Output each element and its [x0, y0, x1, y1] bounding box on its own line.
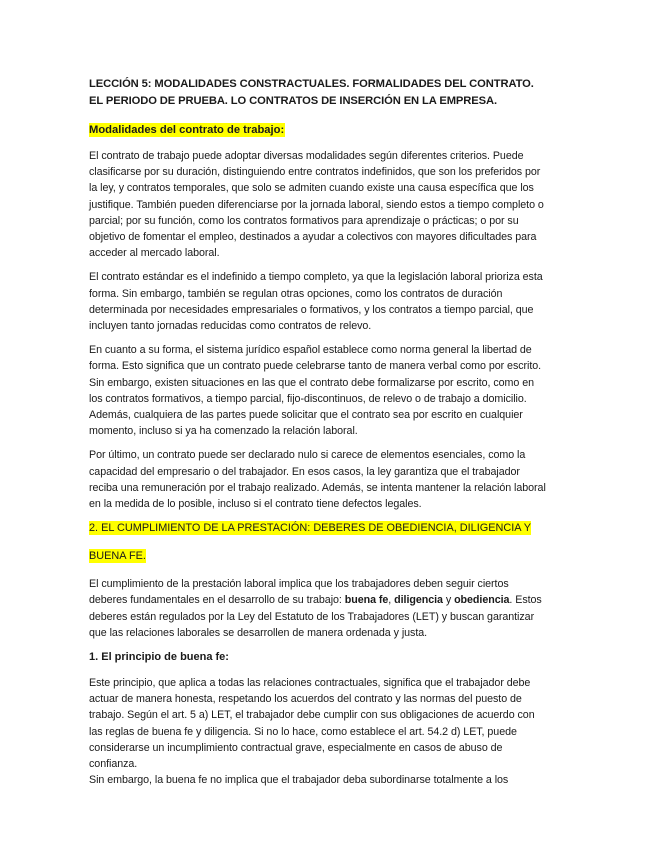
intro-text-cont: . Estos deberes están regulados por la Ley del Estatuto de los Trabajadores (LET) y buscan garantizar que las relaciones laborales se desarrollen de manera ordenada y justa. [89, 594, 542, 639]
section-heading-cumplimiento [89, 520, 547, 536]
paragraph-last-line: Sin embargo, la buena fe no implica que el trabajador deba subordinarse totalmente a los [89, 774, 509, 787]
section-heading-text: Modalidades del contrato de trabajo: [89, 124, 285, 136]
intro-text: El cumplimiento de la prestación laboral implica que los trabajadores deben seguir ciertos deberes fundamentales en el desarrollo de su trabajo: [89, 578, 509, 607]
term-diligencia: diligencia [394, 594, 443, 607]
paragraph-intro [89, 576, 547, 641]
separator: , [388, 594, 395, 607]
separator: y [442, 594, 455, 607]
paragraph: En cuanto a su forma, el sistema jurídico español establece como norma general la libertad de forma. Esto significa que un contrato puede celebrarse tanto de manera verbal como por escrito. Sin embargo, existen situaciones en las que el contrato debe formalizarse por escrito, como en los contratos formativos, a tiempo parcial, fijo-discontinuos, de relevo o de trabajo a domicilio. Además, cualquiera de las partes puede solicitar que el contrato sea por escrito en cualquier momento, incluso si ya ha comenzado la relación laboral. [89, 344, 542, 438]
paragraph: El contrato estándar es el indefinido a tiempo completo, ya que la legislación laboral prioriza esta forma. Sin embargo, también se regulan otras opciones, como los contratos de duración determinada por necesidades empresariales o formativos, y los contratos a tiempo parcial, que incluyen tanto jornadas reducidas como contratos de relevo. [89, 271, 543, 333]
paragraph: El contrato de trabajo puede adoptar diversas modalidades según diferentes criterios. Puede clasificarse por su duración, distinguiendo entre contratos indefinidos, que son los preferidos por la ley, y contratos temporales, que solo se admiten cuando existe una causa específica que los justifique. También pueden diferenciarse por la jornada laboral, siendo estos a tiempo completo o parcial; por su función, como los contratos formativos para aprendizaje o prácticas; o por su objetivo de fomentar el empleo, destinados a ayudar a colectivos con mayores dificultades para acceder al mercado laboral. [89, 150, 544, 260]
section-heading-line2: BUENA FE. [89, 550, 146, 563]
lesson-title: LECCIÓN 5: MODALIDADES CONSTRACTUALES. FORMALIDADES DEL CONTRATO. EL PERIODO DE PRUEBA. LO CONTRATOS DE INSERCIÓN EN LA EMPRESA. [89, 78, 534, 107]
paragraph: Por último, un contrato puede ser declarado nulo si carece de elementos esenciales, como la capacidad del empresario o del trabajador. En esos casos, la ley garantiza que el trabajador reciba una remuneración por el trabajo realizado. Además, se intenta mantener la relación laboral en la medida de lo posible, incluso si el contrato tiene defectos legales. [89, 449, 546, 511]
subheading-buena-fe: 1. El principio de buena fe: [89, 651, 229, 664]
section-heading-modalidades [89, 122, 547, 139]
paragraph: Este principio, que aplica a todas las relaciones contractuales, significa que el trabajador debe actuar de manera honesta, respetando los acuerdos del contrato y las normas del puesto de trabajo. Según el art. 5 a) LET, el trabajador debe cumplir con sus obligaciones de acuerdo con las reglas de buena fe y diligencia. Si no lo hace, como establece el art. 54.2 d) LET, puede considerarse un incumplimiento contractual grave, especialmente en casos de abuso de confianza. [89, 677, 535, 771]
term-buena-fe: buena fe [344, 594, 389, 607]
term-obediencia: obediencia [454, 594, 510, 607]
section-heading-line1: 2. EL CUMPLIMIENTO DE LA PRESTACIÓN: DEBERES DE OBEDIENCIA, DILIGENCIA Y [89, 522, 531, 535]
section-heading-cumplimiento-cont [89, 548, 547, 564]
